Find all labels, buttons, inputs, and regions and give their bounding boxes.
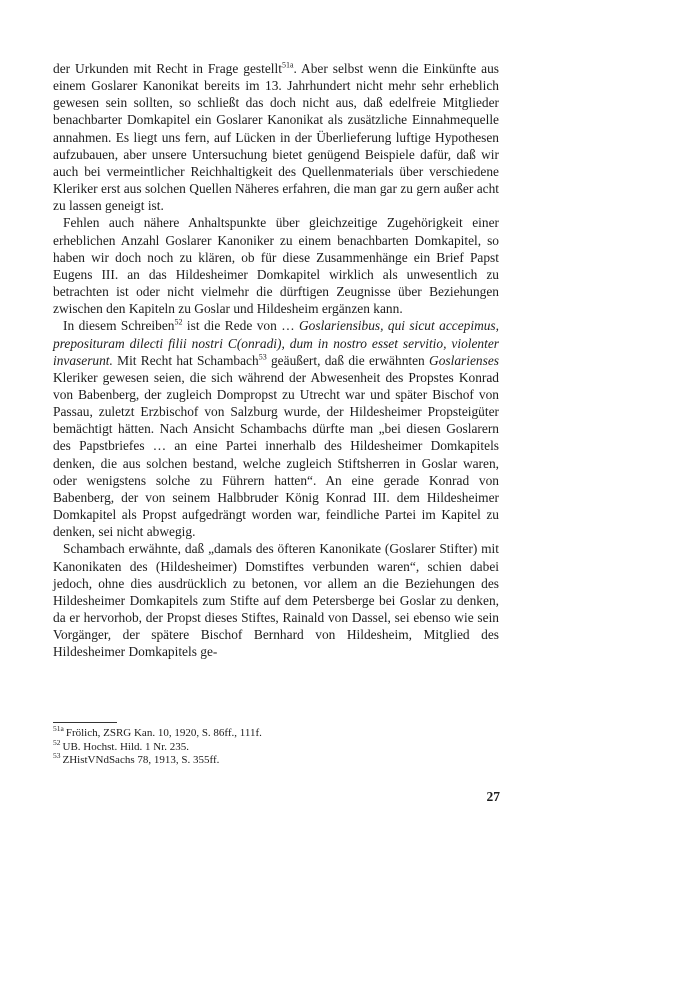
page-number: 27 — [486, 789, 500, 804]
text-run: Fehlen auch nähere Anhaltspunkte über gleichzeitige Zugehörigkeit einer erheblichen Anzahl Goslarer Kanoniker zu einem benachbarten Domkapitel, so haben wir doch noch zu klären, ob für diese Zusammenhänge ein Brief Papst Eugens III. an das Hildesheimer Domkapitel wirklich als unwesentlich zu betrachten ist oder nicht vielmehr die dürftigen Zeugnisse über Beziehungen zwischen den Kapiteln zu Goslar und Hildesheim ergänzen kann. — [53, 215, 499, 317]
paragraph — [53, 60, 499, 214]
footnote-text: UB. Hochst. Hild. 1 Nr. 235. — [62, 740, 189, 753]
footnote-reference: 52 — [174, 317, 183, 327]
footnote-number: 53 — [53, 751, 61, 761]
text-run: ist die Rede von … — [182, 318, 300, 334]
footnote-reference: 51a — [281, 60, 294, 70]
text-run: Mit Recht hat Schambach — [112, 352, 259, 368]
text-run: geäußert, daß die erwähnten — [266, 352, 430, 368]
latin-quotation: Goslariensibus, qui sicut accepimus, preposituram dilecti filii nostri C(onradi), dum in nostro esset servitio, violenter invaserunt. — [53, 318, 499, 368]
footnote-text: Frölich, ZSRG Kan. 10, 1920, S. 86ff., 111f. — [65, 727, 262, 739]
text-run: der Urkunden mit Recht in Frage gestellt — [53, 61, 282, 76]
text-run: Kleriker gewesen seien, die sich während der Abwesenheit des Propstes Konrad von Babenberg, der zugleich Dompropst zu Utrecht war und später Bischof von Passau, zuletzt Erzbischof von Salzburg wurde, der Hildesheimer Propsteigüter bemächtigt hätten. Nach Ansicht Schambachs dürfte man „bei diesen Goslarern des Papstbriefes … an eine Partei innerhalb des Hildesheimer Domkapitels denken, die aus solchen bestand, welche zugleich Stiftsherren in Goslar waren, oder wenigstens solche zu Führern hatten“. An eine gerade Konrad von Babenberg, der von seinem Halbbruder König Konrad III. dem Hildesheimer Domkapitel als Propst aufgedrängt worden war, feindliche Partei im Kapitel zu denken, sei nicht abwegig. — [53, 369, 499, 540]
body-text — [53, 60, 499, 660]
text-run: In diesem Schreiben — [63, 318, 175, 334]
paragraph — [53, 540, 499, 660]
footnote-number: 51a — [53, 724, 64, 734]
footnote-number: 52 — [53, 737, 61, 747]
footnote — [53, 737, 499, 755]
text-run: Schambach erwähnte, daß „damals des öfteren Kanonikate (Goslarer Stifter) mit Kanonikaten des (Hildesheimer) Domstiftes verbunden waren“, schien dabei jedoch, ohne dies ausdrücklich zu betonen, vor allem an die Beziehungen des Hildesheimer Domkapitels zum Stifte auf dem Petersberge bei Goslar zu denken, da er hervorhob, der Propst dieses Stiftes, Rainald von Dassel, sei ebenso wie sein Vorgänger, der spätere Bischof Bernhard von Hildesheim, Mitglied des Hildesheimer Domkapitels ge- — [53, 541, 499, 660]
footnote-reference: 53 — [258, 352, 267, 362]
text-run: . Aber selbst wenn die Einkünfte aus einem Goslarer Kanonikat bereits im 13. Jahrhundert nicht mehr sehr erheblich gewesen sein sollten, so schließt das doch nicht aus, daß edelfreie Mitglieder benachbarter Domkapitel ein Goslarer Kanonikat als zusätzliche Einnahmequelle annahmen. Es liegt uns fern, auf Lücken in der Überlieferung luftige Hypothesen aufzubauen, aber unsere Untersuchung bietet genügend Beispiele dafür, daß wir auch bei vermeintlicher Reichhaltigkeit des Quellenmaterials über verschiedene Kleriker erst aus solchen Quellen Näheres erfahren, die man gar zu gern außer acht zu lassen geneigt ist. — [53, 61, 500, 214]
latin-quotation: Goslarienses — [429, 352, 499, 368]
footnotes — [53, 724, 499, 768]
footnote-divider — [53, 722, 117, 723]
paragraph — [53, 317, 499, 540]
footnote-text: ZHistVNdSachs 78, 1913, S. 355ff. — [62, 754, 220, 766]
paragraph — [53, 214, 499, 317]
footnote — [53, 751, 499, 768]
footnote — [53, 724, 499, 741]
